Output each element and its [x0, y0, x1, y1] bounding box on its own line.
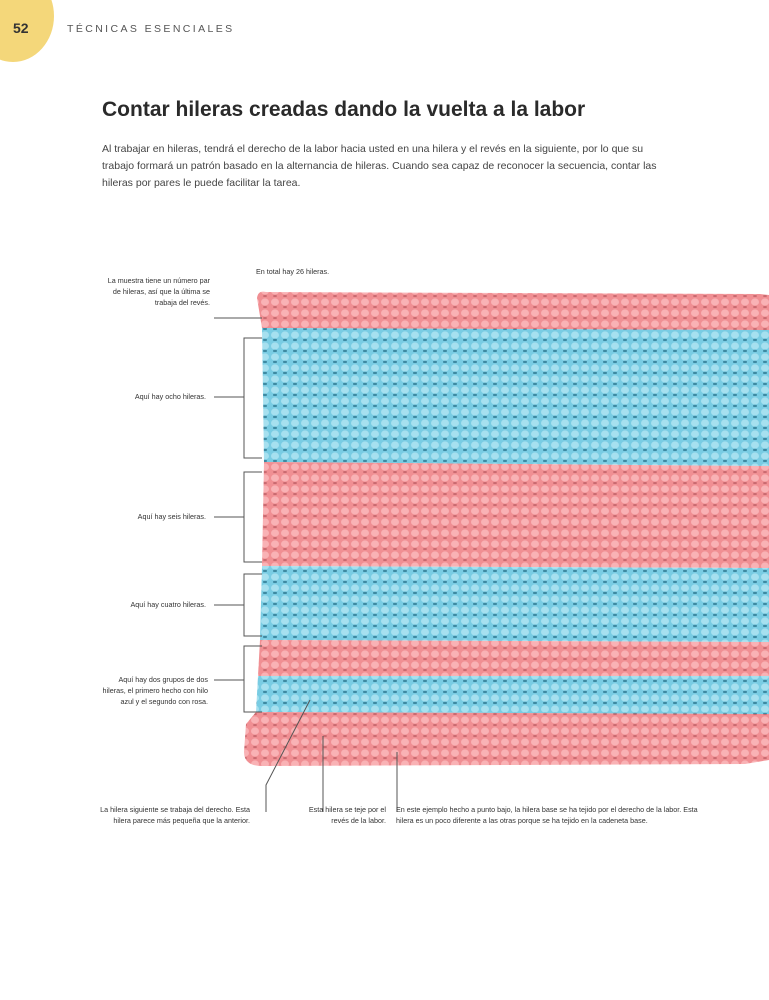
label-four-rows: Aquí hay cuatro hileras.: [130, 600, 206, 609]
label-base-row: En este ejemplo hecho a punto bajo, la hilera base se ha tejido por el derecho de la labor. Esta hilera es un poco diferente a las otras porque se ha tejido en la cadeneta base.: [396, 805, 698, 825]
page-number: 52: [13, 20, 29, 36]
label-two-groups: Aquí hay dos grupos de dos hileras, el primero hecho con hilo azul y el segundo con rosa.: [102, 675, 208, 706]
band-blue-eight-rows: [262, 328, 769, 466]
band-pink-six-rows: [262, 462, 769, 568]
band-pink-top: [257, 292, 769, 330]
label-eight-rows: Aquí hay ocho hileras.: [134, 392, 206, 401]
label-next-row: La hilera siguiente se trabaja del derecho. Esta hilera parece más pequeña que la anterior.: [100, 805, 250, 825]
band-blue-four-rows: [260, 566, 769, 642]
label-even-rows: La muestra tiene un número par de hileras, así que la última se trabaja del revés.: [107, 276, 210, 307]
band-pink-two-rows: [258, 640, 769, 676]
running-head: TÉCNICAS ESENCIALES: [67, 23, 235, 35]
label-total-rows: En total hay 26 hileras.: [256, 267, 330, 276]
label-six-rows: Aquí hay seis hileras.: [137, 512, 206, 521]
band-blue-two-rows: [256, 676, 769, 714]
label-wrong-side: Esta hilera se teje por el revés de la labor.: [308, 805, 386, 825]
section-title: Contar hileras creadas dando la vuelta a la labor: [102, 98, 586, 121]
intro-paragraph: Al trabajar en hileras, tendrá el derecho de la labor hacia usted en una hilera y el revés en la siguiente, por lo que su trabajo formará un patrón basado en la alternancia de hileras. Cuando sea capaz de reconocer la secuencia, contar las hileras por pares le puede facilitar la tarea.: [102, 143, 657, 189]
